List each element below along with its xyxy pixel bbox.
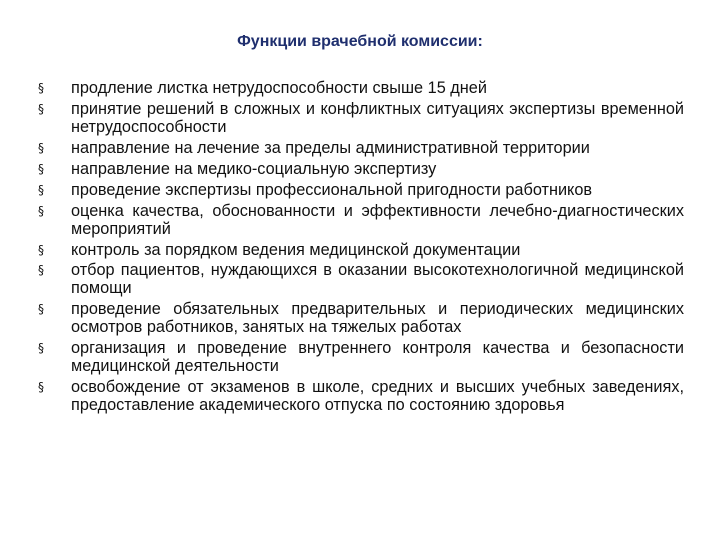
list-item xyxy=(38,379,684,415)
list-item-text: проведение экспертизы профессиональной пригодности работников xyxy=(71,180,593,199)
list-item xyxy=(38,80,684,98)
bullet-icon: § xyxy=(38,242,44,257)
bullet-icon: § xyxy=(38,140,44,155)
list-item xyxy=(38,161,684,179)
bullet-icon: § xyxy=(38,302,44,317)
list-item xyxy=(38,340,684,376)
page-title: Функции врачебной комиссии: xyxy=(237,33,483,50)
list-item-text: продление листка нетрудоспособности свыше 15 дней xyxy=(71,79,487,97)
bullet-icon: § xyxy=(38,101,44,116)
list-item xyxy=(38,101,684,137)
bullet-icon: § xyxy=(38,341,44,356)
bullet-icon: § xyxy=(38,182,44,197)
bullet-icon: § xyxy=(38,379,44,394)
list-item-text: направление на медико-социальную экспертизу xyxy=(71,159,437,178)
bullet-icon: § xyxy=(38,203,44,218)
list-item xyxy=(38,262,684,298)
list-item-text: организация и проведение внутреннего контроля качества и безопасности медицинской деятельности xyxy=(71,339,684,375)
bullet-icon: § xyxy=(38,263,44,278)
list-item-text: отбор пациентов, нуждающихся в оказании высокотехнологичной медицинской помощи xyxy=(71,261,684,298)
list-item xyxy=(38,203,684,239)
list-item-text: проведение обязательных предварительных и периодических медицинских осмотров работников, занятых на тяжелых работах xyxy=(71,300,684,337)
bullet-icon: § xyxy=(38,81,44,95)
list-item xyxy=(38,242,684,260)
list-item-text: оценка качества, обоснованности и эффективности лечебно-диагностических мероприятий xyxy=(71,201,684,238)
list-item xyxy=(38,140,684,158)
list-item xyxy=(38,301,684,337)
list-item xyxy=(38,182,684,200)
functions-list xyxy=(38,80,684,418)
list-item-text: принятие решений в сложных и конфликтных ситуациях экспертизы временной нетрудоспособности xyxy=(71,99,684,136)
bullet-icon: § xyxy=(38,161,44,176)
list-item-text: освобождение от экзаменов в школе, средних и высших учебных заведениях, предоставление академического отпуска по состоянию здоровья xyxy=(71,377,684,414)
list-item-text: контроль за порядком ведения медицинской документации xyxy=(71,240,521,259)
list-item-text: направление на лечение за пределы административной территории xyxy=(71,138,590,157)
